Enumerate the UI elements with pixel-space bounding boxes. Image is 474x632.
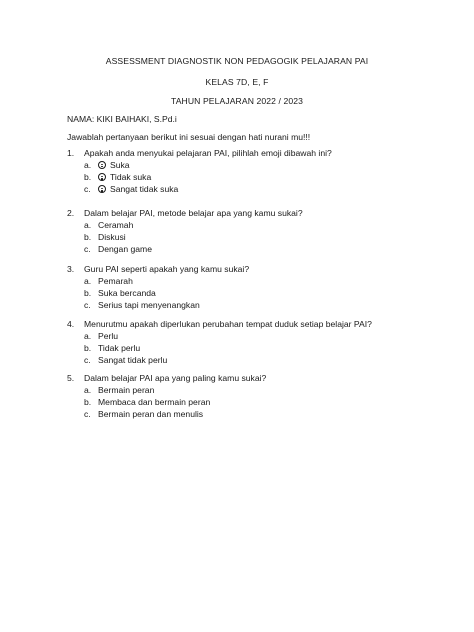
instruction-text: Jawablah pertanyaan berikut ini sesuai dengan hati nurani mu!!! (67, 132, 311, 142)
frowning-face-icon (98, 173, 106, 181)
option-letter: b. (84, 288, 92, 298)
question-number: 2. (67, 208, 75, 218)
option-a (67, 160, 397, 172)
option-letter: b. (84, 172, 92, 182)
option-b (67, 172, 397, 184)
class-line: KELAS 7D, E, F (205, 77, 269, 87)
option-label: Sangat tidak perlu (98, 355, 168, 365)
option-letter: a. (84, 385, 92, 395)
option-a (67, 276, 397, 288)
option-letter: b. (84, 343, 92, 353)
option-a (67, 220, 397, 232)
option-c (67, 409, 397, 421)
option-letter: b. (84, 232, 92, 242)
option-label: Bermain peran (98, 385, 155, 395)
option-label: Dengan game (98, 244, 152, 254)
option-letter: a. (84, 220, 92, 230)
question-text: Apakah anda menyukai pelajaran PAI, pilihlah emoji dibawah ini? (84, 148, 332, 158)
option-letter: a. (84, 331, 92, 341)
option-a (67, 331, 397, 343)
question-number: 3. (67, 264, 75, 274)
question-4 (67, 319, 397, 367)
option-label: Diskusi (98, 232, 126, 242)
option-b (67, 232, 397, 244)
smiling-face-icon (98, 161, 106, 169)
question-text: Menurutmu apakah diperlukan perubahan tempat duduk setiap belajar PAI? (84, 319, 372, 329)
frowning-face-icon (98, 185, 106, 193)
option-b (67, 288, 397, 300)
question-5 (67, 373, 397, 421)
question-text: Dalam belajar PAI, metode belajar apa yang kamu sukai? (84, 208, 303, 218)
option-b (67, 397, 397, 409)
option-label: Sangat tidak suka (110, 184, 179, 194)
question-2 (67, 208, 397, 256)
option-label: Membaca dan bermain peran (98, 397, 211, 407)
option-label: Perlu (98, 331, 119, 341)
option-letter: c. (84, 244, 91, 254)
option-letter: c. (84, 184, 91, 194)
option-letter: c. (84, 409, 91, 419)
option-b (67, 343, 397, 355)
option-label: Ceramah (98, 220, 134, 230)
question-number: 4. (67, 319, 75, 329)
academic-year-line: TAHUN PELAJARAN 2022 / 2023 (171, 96, 303, 106)
option-label: Serius tapi menyenangkan (98, 300, 200, 310)
option-c (67, 355, 397, 367)
option-label: Suka (110, 160, 130, 170)
option-c (67, 300, 397, 312)
question-number: 1. (67, 148, 75, 158)
option-c (67, 184, 397, 196)
option-letter: c. (84, 300, 91, 310)
option-label: Pemarah (98, 276, 133, 286)
document-title: ASSESSMENT DIAGNOSTIK NON PEDAGOGIK PELAJARAN PAI (105, 56, 369, 66)
option-letter: a. (84, 276, 92, 286)
teacher-name: NAMA: KIKI BAIHAKI, S.Pd.i (67, 114, 177, 124)
option-label: Bermain peran dan menulis (98, 409, 204, 419)
option-label: Suka bercanda (98, 288, 156, 298)
option-a (67, 385, 397, 397)
question-1 (67, 148, 397, 196)
option-label: Tidak perlu (98, 343, 141, 353)
question-3 (67, 264, 397, 312)
question-number: 5. (67, 373, 75, 383)
option-letter: c. (84, 355, 91, 365)
question-text: Dalam belajar PAI apa yang paling kamu sukai? (84, 373, 267, 383)
option-label: Tidak suka (110, 172, 152, 182)
option-letter: b. (84, 397, 92, 407)
option-c (67, 244, 397, 256)
question-text: Guru PAI seperti apakah yang kamu sukai? (84, 264, 250, 274)
option-letter: a. (84, 160, 92, 170)
